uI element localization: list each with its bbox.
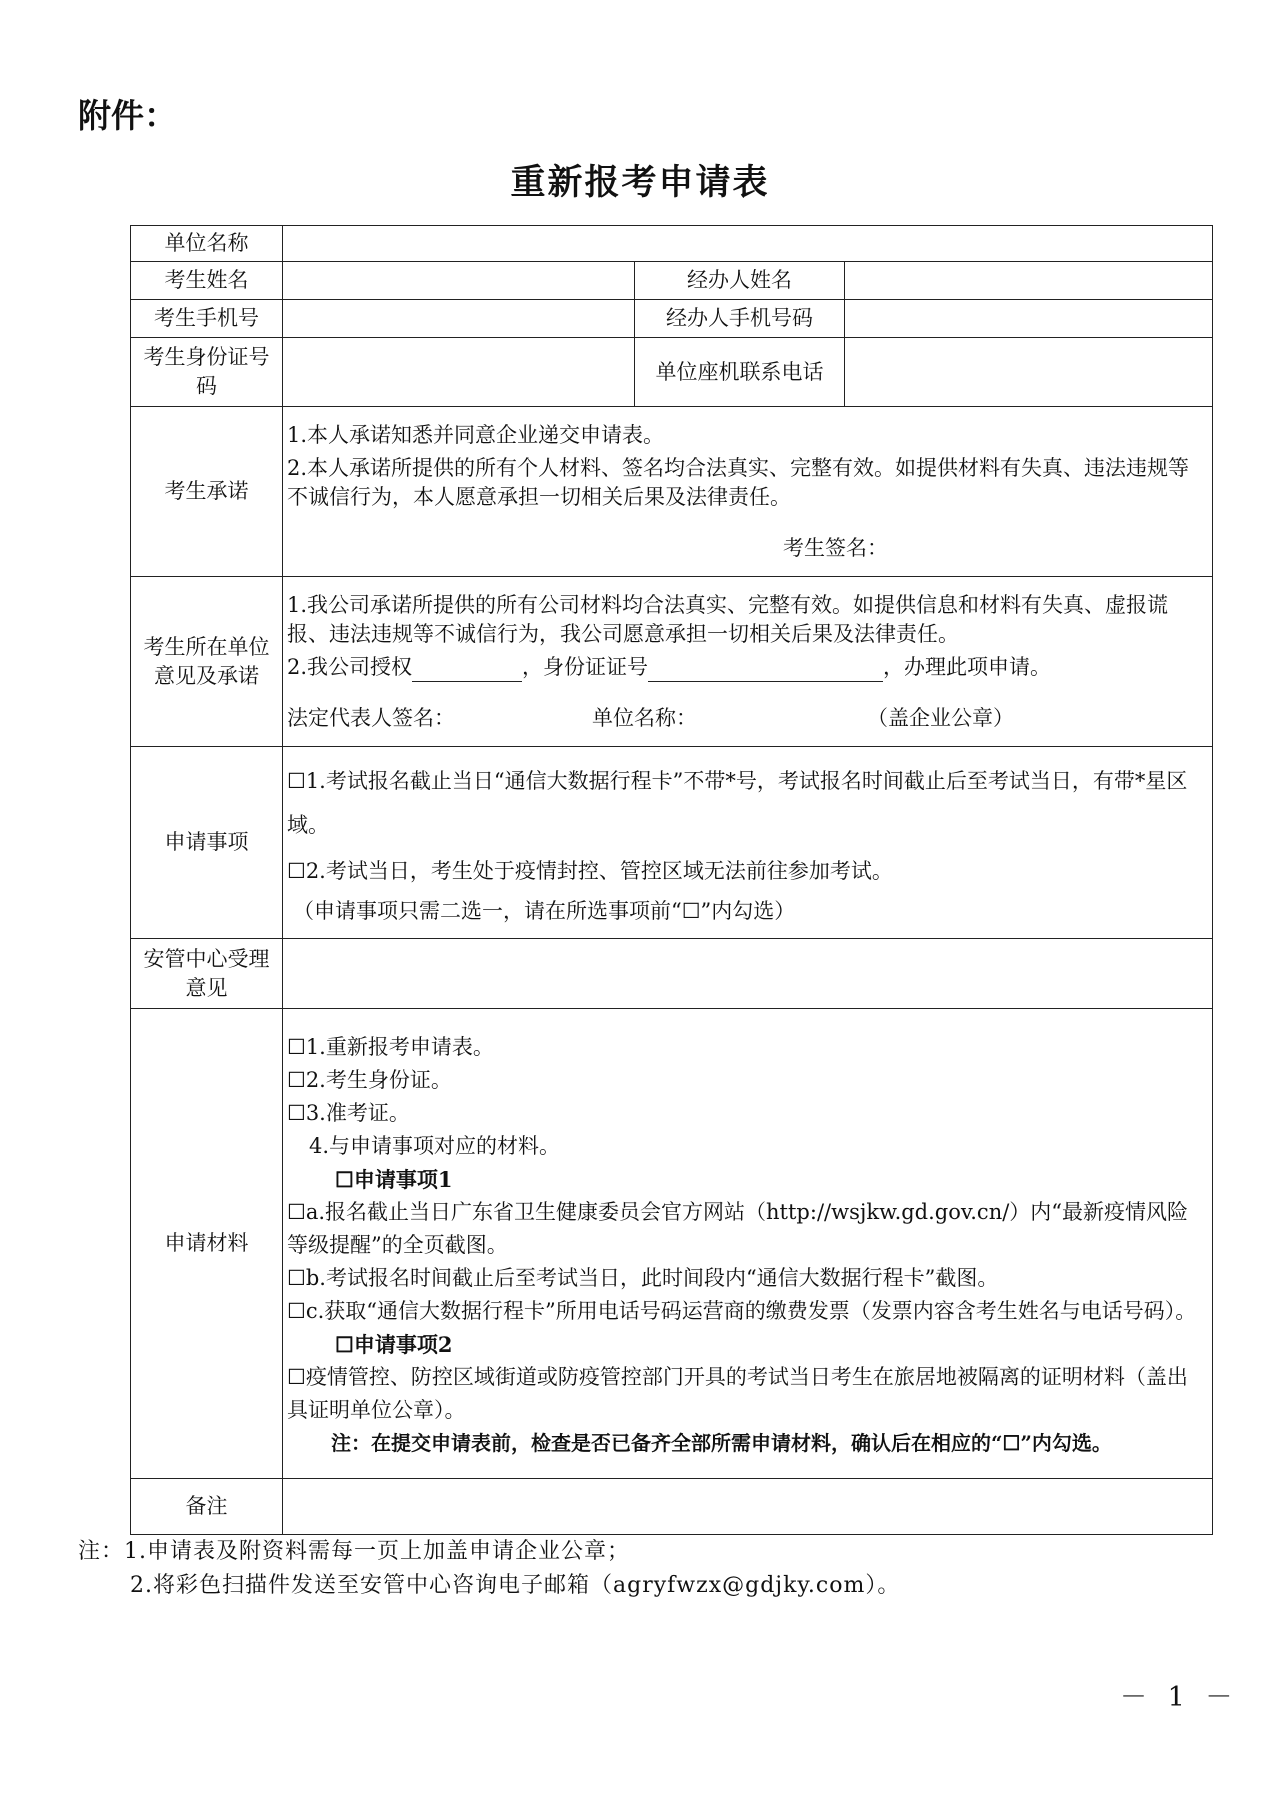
- authorization-text-b: ，身份证证号: [522, 654, 649, 679]
- material-subheading-1[interactable]: ☐申请事项1: [335, 1167, 453, 1192]
- pledge-line-2: 2.本人承诺所提供的所有个人材料、签名均合法真实、完整有效。如提供材料有失真、违法违规等不诚信行为，本人愿意承担一切相关后果及法律责任。: [287, 455, 1190, 509]
- field-remarks[interactable]: [283, 1479, 1213, 1535]
- label-examinee-name: 考生姓名: [131, 262, 283, 300]
- row-examinee-name: [131, 262, 1213, 300]
- material-d[interactable]: ☐疫情管控、防控区域街道或防疫管控部门开具的考试当日考生在旅居地被隔离的证明材料（盖出具证明单位公章）。: [287, 1365, 1188, 1422]
- materials-content: [283, 1009, 1213, 1479]
- label-examinee-id-line1: 考生身份证号: [143, 345, 270, 369]
- label-application-items: 申请事项: [131, 747, 283, 939]
- authorized-id-blank[interactable]: [648, 661, 883, 682]
- label-examinee-pledge: 考生承诺: [131, 407, 283, 577]
- row-remarks: [131, 1479, 1213, 1535]
- row-materials: [131, 1009, 1213, 1479]
- material-2[interactable]: ☐2.考生身份证。: [287, 1068, 452, 1092]
- label-agent-name: 经办人姓名: [635, 262, 845, 300]
- authorized-person-blank[interactable]: [412, 661, 522, 682]
- field-examinee-name[interactable]: [283, 262, 635, 300]
- examinee-pledge-content: [283, 407, 1213, 577]
- field-examinee-id[interactable]: [283, 338, 635, 407]
- row-examinee-pledge: [131, 407, 1213, 577]
- attachment-label: 附件：: [78, 96, 177, 135]
- company-signature-line: [287, 704, 1208, 733]
- authorization-text-c: ，办理此项申请。: [883, 654, 1052, 679]
- legal-rep-signature-label: 法定代表人签名：: [287, 705, 455, 730]
- page-number: － 1 －: [1120, 1682, 1239, 1713]
- application-form-table: [130, 225, 1213, 1535]
- row-unit-name: [131, 226, 1213, 262]
- label-company-pledge-line1: 考生所在单位: [143, 634, 270, 659]
- label-materials: 申请材料: [131, 1009, 283, 1479]
- field-unit-landline[interactable]: [845, 338, 1213, 407]
- company-authorization-line: [287, 653, 1208, 682]
- label-unit-landline: 单位座机联系电话: [635, 338, 845, 407]
- application-item-2[interactable]: ☐2.考试当日，考生处于疫情封控、管控区域无法前往参加考试。: [287, 858, 893, 883]
- row-center-opinion: [131, 939, 1213, 1009]
- row-phone: [131, 300, 1213, 338]
- row-application-items: [131, 747, 1213, 939]
- label-examinee-id-line2: 码: [196, 374, 217, 398]
- material-4: 4.与申请事项对应的材料。: [309, 1134, 561, 1158]
- footnote-1: 注：1.申请表及附资料需每一页上加盖申请企业公章；: [78, 1539, 630, 1564]
- row-company-pledge: [131, 577, 1213, 747]
- material-3[interactable]: ☐3.准考证。: [287, 1101, 410, 1125]
- row-id-number: [131, 338, 1213, 407]
- label-company-pledge: [131, 577, 283, 747]
- field-center-opinion[interactable]: [283, 939, 1213, 1009]
- material-c[interactable]: ☐c.获取“通信大数据行程卡”所用电话号码运营商的缴费发票（发票内容含考生姓名与电话号码）。: [287, 1299, 1197, 1323]
- pledge-line-1: 1.本人承诺知悉并同意企业递交申请表。: [287, 422, 665, 447]
- company-seal-label: （盖企业公章）: [867, 705, 1014, 730]
- label-company-pledge-line2: 意见及承诺: [154, 663, 259, 688]
- materials-note: 注：在提交申请表前，检查是否已备齐全部所需申请材料，确认后在相应的“☐”内勾选。: [331, 1431, 1112, 1455]
- application-item-1[interactable]: ☐1.考试报名截止当日“通信大数据行程卡”不带*号，考试报名时间截止后至考试当日，有带*星区域。: [287, 768, 1188, 837]
- material-1[interactable]: ☐1.重新报考申请表。: [287, 1035, 494, 1059]
- authorization-text-a: 2.我公司授权: [287, 654, 413, 679]
- examinee-signature-label: 考生签名：: [783, 535, 888, 560]
- company-pledge-content: [283, 577, 1213, 747]
- field-unit-name[interactable]: [283, 226, 1213, 262]
- form-title: 重新报考申请表: [510, 162, 770, 203]
- material-a[interactable]: ☐a.报名截止当日广东省卫生健康委员会官方网站（http://wsjkw.gd.gov.cn/）内“最新疫情风险等级提醒”的全页截图。: [287, 1200, 1189, 1257]
- label-center-opinion-line1: 安管中心受理: [143, 946, 270, 971]
- label-remarks: 备注: [131, 1479, 283, 1535]
- label-examinee-phone: 考生手机号: [131, 300, 283, 338]
- footnote-2: 2.将彩色扫描件发送至安管中心咨询电子邮箱（agryfwzx@gdjky.com）。: [130, 1573, 901, 1598]
- field-examinee-phone[interactable]: [283, 300, 635, 338]
- label-center-opinion: [131, 939, 283, 1009]
- field-agent-phone[interactable]: [845, 300, 1213, 338]
- application-items-note: （申请事项只需二选一，请在所选事项前“☐”内勾选）: [293, 898, 796, 923]
- label-agent-phone: 经办人手机号码: [635, 300, 845, 338]
- company-pledge-line-1: 1.我公司承诺所提供的所有公司材料均合法真实、完整有效。如提供信息和材料有失真、虚报谎报、违法违规等不诚信行为，我公司愿意承担一切相关后果及法律责任。: [287, 592, 1169, 646]
- application-items-content: [283, 747, 1213, 939]
- material-subheading-2[interactable]: ☐申请事项2: [335, 1332, 453, 1357]
- footnotes: [78, 1535, 900, 1603]
- label-unit-name: 单位名称: [131, 226, 283, 262]
- material-b[interactable]: ☐b.考试报名时间截止后至考试当日，此时间段内“通信大数据行程卡”截图。: [287, 1266, 999, 1290]
- label-center-opinion-line2: 意见: [185, 975, 228, 1000]
- company-unit-name-label: 单位名称：: [592, 705, 697, 730]
- field-agent-name[interactable]: [845, 262, 1213, 300]
- label-examinee-id: [131, 338, 283, 407]
